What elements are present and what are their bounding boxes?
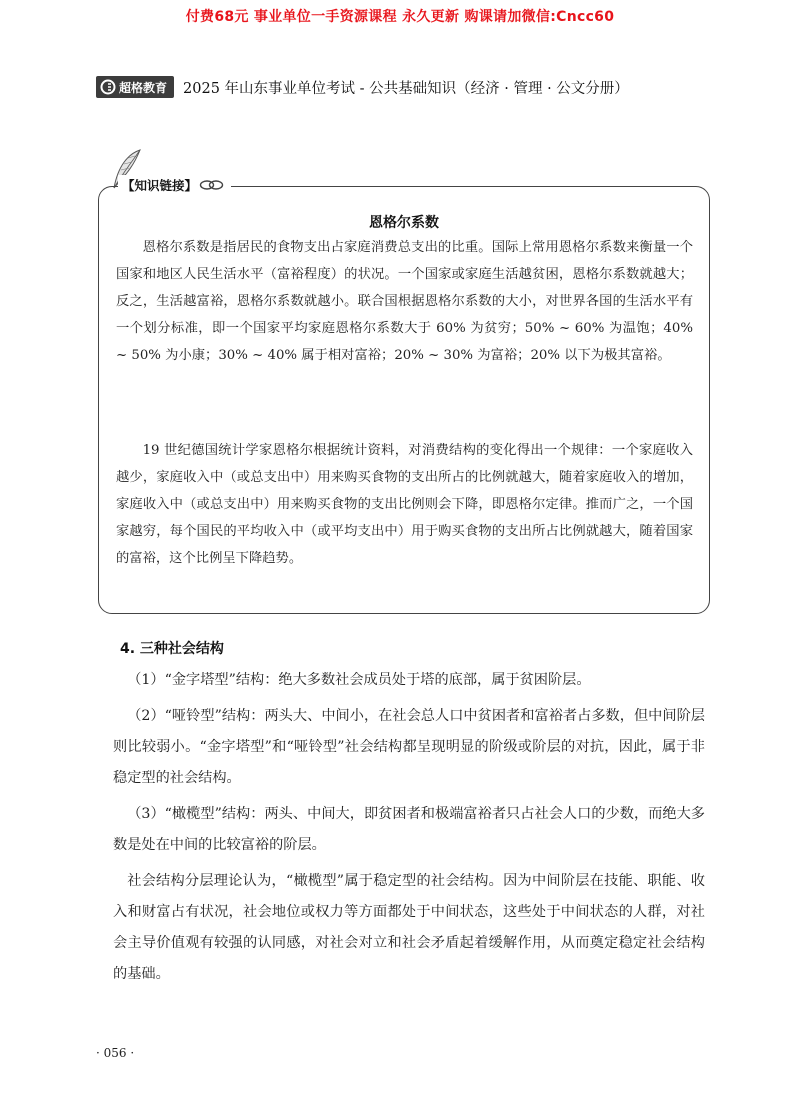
knowledge-paragraph: 恩格尔系数是指居民的食物支出占家庭消费总支出的比重。国际上常用恩格尔系数来衡量一个国家和地区人民生活水平（富裕程度）的状况。一个国家或家庭生活越贫困，恩格尔系数就越大；反之，生活越富裕，恩格尔系数就越小。联合国根据恩格尔系数的大小，对世界各国的生活水平有一个划分标准，即一个国家平均家庭恩格尔系数大于 60% 为贫穷；50% ~ 60% 为温饱；40% ~ 50% 为小康；30% ~ 40% 属于相对富裕；20% ~ 30% 为富裕；20% 以下为极其富裕。 xyxy=(116,240,693,363)
body-paragraph: 社会结构分层理论认为，“橄榄型”属于稳定型的社会结构。因为中间阶层在技能、职能、收入和财富占有状况，社会地位或权力等方面都处于中间状态，这些处于中间状态的人群，对社会主导价值观有较强的认同感，对社会对立和社会矛盾起着缓解作用，从而奠定稳定社会结构的基础。 xyxy=(113,873,705,982)
page-header xyxy=(96,76,706,98)
page-number: · 056 · xyxy=(96,1046,135,1060)
body-paragraph: （2）“哑铃型”结构：两头大、中间小，在社会总人口中贫困者和富裕者占多数，但中间阶层则比较弱小。“金字塔型”和“哑铃型”社会结构都呈现明显的阶级或阶层的对抗，因此，属于非稳定型的社会结构。 xyxy=(113,708,705,786)
logo-text: 超格教育 xyxy=(119,80,168,95)
book-title: 2025 年山东事业单位考试 - 公共基础知识（经济 · 管理 · 公文分册） xyxy=(183,80,629,97)
promo-banner: 付费68元 事业单位一手资源课程 永久更新 购课请加微信:Cncc60 xyxy=(185,9,615,25)
chain-link-icon xyxy=(199,179,225,191)
knowledge-title: 恩格尔系数 xyxy=(369,215,439,231)
logo-mark-icon xyxy=(100,79,116,95)
publisher-logo xyxy=(96,76,174,98)
knowledge-paragraph: 19 世纪德国统计学家恩格尔根据统计资料，对消费结构的变化得出一个规律：一个家庭收入越少，家庭收入中（或总支出中）用来购买食物的支出所占的比例就越大，随着家庭收入的增加，家庭收入中（或总支出中）用来购买食物的支出比例则会下降，即恩格尔定律。推而广之，一个国家越穷，每个国民的平均收入中（或平均支出中）用于购买食物的支出所占比例就越大，随着国家的富裕，这个比例呈下降趋势。 xyxy=(116,443,693,566)
body-paragraph: （3）“橄榄型”结构：两头、中间大，即贫困者和极端富裕者只占社会人口的少数，而绝大多数是处在中间的比较富裕的阶层。 xyxy=(113,806,705,853)
body-paragraph: （1）“金字塔型”结构：绝大多数社会成员处于塔的底部，属于贫困阶层。 xyxy=(127,672,591,688)
knowledge-tag-label: 【知识链接】 xyxy=(122,178,198,193)
knowledge-link-tag xyxy=(118,175,231,195)
section-heading: 4. 三种社会结构 xyxy=(120,641,224,657)
